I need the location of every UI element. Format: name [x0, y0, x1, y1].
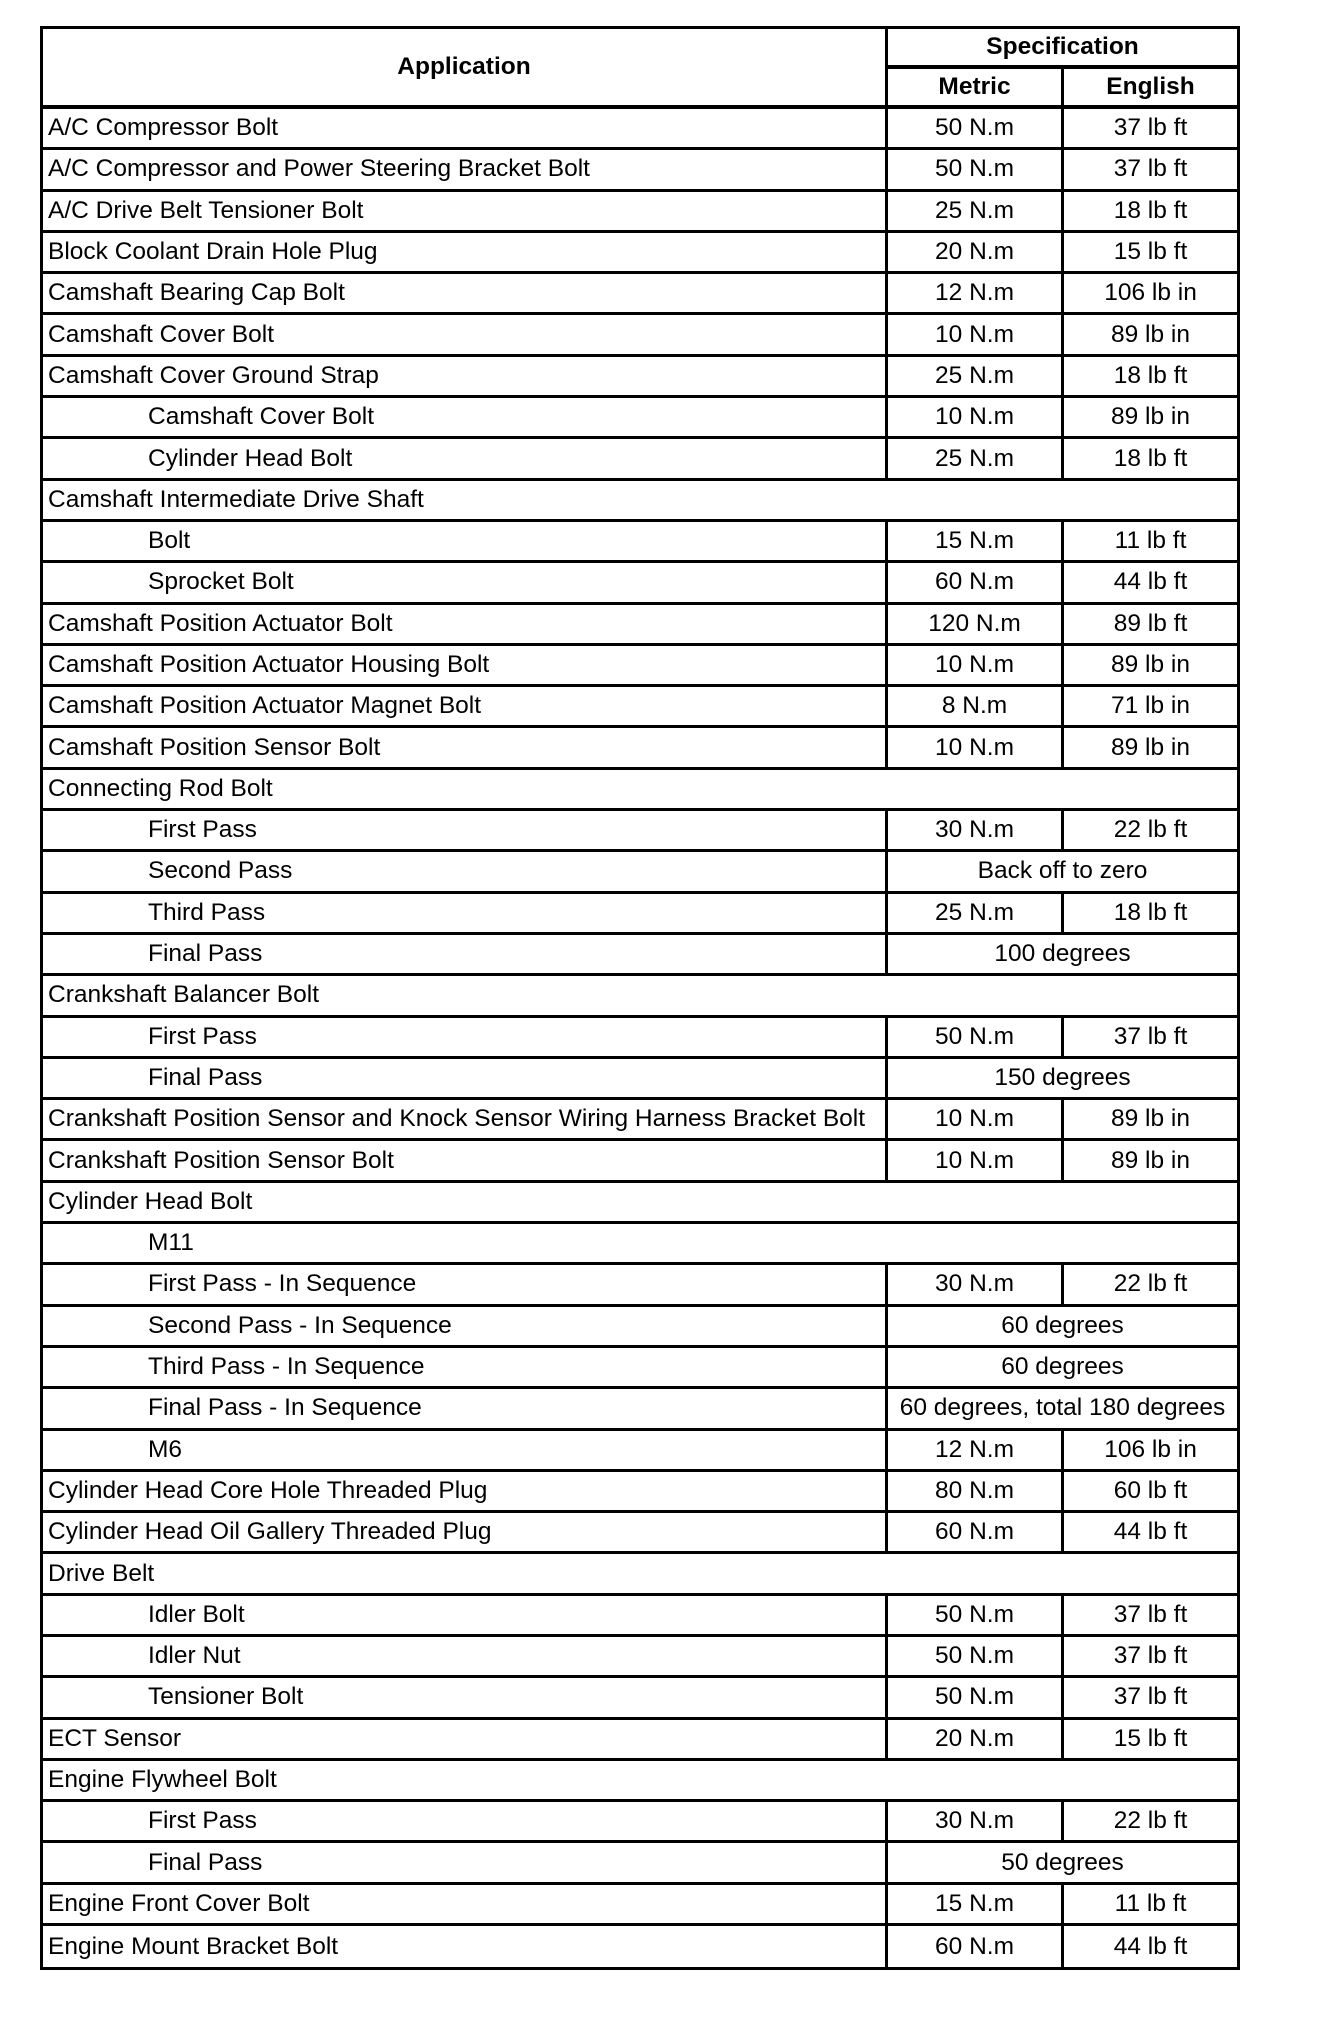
- english-cell: 15 lb ft: [1064, 233, 1237, 274]
- english-cell: 37 lb ft: [1064, 1637, 1237, 1678]
- application-cell: Engine Front Cover Bolt: [43, 1885, 888, 1926]
- table-row: [43, 1018, 1237, 1059]
- table-row: [43, 1802, 1237, 1843]
- english-cell: 89 lb ft: [1064, 605, 1237, 646]
- table-row: [43, 150, 1237, 191]
- application-cell: Connecting Rod Bolt: [43, 770, 1237, 811]
- application-cell: First Pass: [43, 811, 888, 852]
- application-cell: Final Pass: [43, 935, 888, 976]
- application-cell: M6: [43, 1431, 888, 1472]
- table-row: [43, 1637, 1237, 1678]
- english-cell: 22 lb ft: [1064, 811, 1237, 852]
- english-cell: 89 lb in: [1064, 728, 1237, 769]
- table-row: [43, 357, 1237, 398]
- table-row: [43, 770, 1237, 811]
- english-cell: 18 lb ft: [1064, 357, 1237, 398]
- english-cell: 18 lb ft: [1064, 894, 1237, 935]
- english-cell: 37 lb ft: [1064, 109, 1237, 150]
- specification-header: Specification: [888, 29, 1237, 69]
- table-row: [43, 1843, 1237, 1884]
- table-row: [43, 1431, 1237, 1472]
- table-row: [43, 1554, 1237, 1595]
- table-row: [43, 935, 1237, 976]
- table-row: [43, 1183, 1237, 1224]
- metric-cell: 20 N.m: [888, 233, 1064, 274]
- table-row: [43, 976, 1237, 1017]
- metric-cell: 50 N.m: [888, 1596, 1064, 1637]
- table-body: [43, 109, 1237, 1967]
- english-cell: 44 lb ft: [1113, 1932, 1188, 1960]
- english-cell: 106 lb in: [1064, 274, 1237, 315]
- metric-cell: 50 N.m: [888, 109, 1064, 150]
- english-cell: 89 lb in: [1064, 646, 1237, 687]
- application-cell: First Pass - In Sequence: [43, 1265, 888, 1306]
- application-cell: Cylinder Head Oil Gallery Threaded Plug: [43, 1513, 888, 1554]
- table-row: [43, 605, 1237, 646]
- metric-cell: 25 N.m: [888, 192, 1064, 233]
- application-cell: Tensioner Bolt: [43, 1678, 888, 1719]
- metric-cell: 25 N.m: [888, 357, 1064, 398]
- application-header: Application: [43, 29, 888, 109]
- english-cell: 89 lb in: [1064, 1141, 1237, 1182]
- application-cell: Second Pass: [43, 852, 888, 893]
- application-cell: A/C Drive Belt Tensioner Bolt: [43, 192, 888, 233]
- metric-cell: 120 N.m: [888, 605, 1064, 646]
- metric-cell: 10 N.m: [888, 1141, 1064, 1182]
- application-cell: Third Pass - In Sequence: [43, 1348, 888, 1389]
- application-cell: First Pass: [43, 1018, 888, 1059]
- table-row: [43, 315, 1237, 356]
- english-cell: 11 lb ft: [1064, 522, 1237, 563]
- application-cell: Final Pass: [43, 1059, 888, 1100]
- application-cell: Sprocket Bolt: [43, 563, 888, 604]
- english-cell: 37 lb ft: [1064, 150, 1237, 191]
- application-cell: Crankshaft Position Sensor Bolt: [43, 1141, 888, 1182]
- metric-cell: 20 N.m: [888, 1720, 1064, 1761]
- application-cell: Final Pass - In Sequence: [43, 1389, 888, 1430]
- table-row: [43, 1720, 1237, 1761]
- application-cell: Drive Belt: [43, 1554, 1237, 1595]
- metric-cell: 10 N.m: [888, 1100, 1064, 1141]
- application-cell: Camshaft Cover Ground Strap: [43, 357, 888, 398]
- table-row: [43, 1265, 1237, 1306]
- metric-cell: 12 N.m: [888, 274, 1064, 315]
- english-cell: 89 lb in: [1064, 1100, 1237, 1141]
- table-row: [43, 439, 1237, 480]
- table-row: [43, 1307, 1237, 1348]
- specification-cell: 60 degrees: [888, 1348, 1237, 1389]
- application-cell: Engine Flywheel Bolt: [43, 1761, 1237, 1802]
- metric-cell: 8 N.m: [888, 687, 1064, 728]
- application-cell: Camshaft Position Actuator Magnet Bolt: [43, 687, 888, 728]
- english-cell: 18 lb ft: [1064, 439, 1237, 480]
- application-cell: Camshaft Cover Bolt: [43, 315, 888, 356]
- table-row: [43, 274, 1237, 315]
- table-row: [43, 1224, 1237, 1265]
- table-row: [43, 1100, 1237, 1141]
- english-cell: 18 lb ft: [1064, 192, 1237, 233]
- metric-cell: 12 N.m: [888, 1431, 1064, 1472]
- table-row: [43, 1513, 1237, 1554]
- table-row: [43, 192, 1237, 233]
- metric-cell: 10 N.m: [888, 315, 1064, 356]
- english-cell: 37 lb ft: [1064, 1678, 1237, 1719]
- english-cell: 44 lb ft: [1064, 1513, 1237, 1554]
- application-cell: A/C Compressor Bolt: [43, 109, 888, 150]
- metric-cell: 15 N.m: [888, 522, 1064, 563]
- specification-cell: 150 degrees: [888, 1059, 1237, 1100]
- english-cell: 89 lb in: [1064, 315, 1237, 356]
- table-row: [43, 1389, 1237, 1430]
- english-cell: 37 lb ft: [1064, 1018, 1237, 1059]
- application-cell: Camshaft Intermediate Drive Shaft: [43, 481, 1237, 522]
- application-cell: Third Pass: [43, 894, 888, 935]
- application-cell: Second Pass - In Sequence: [43, 1307, 888, 1348]
- table-row: [43, 233, 1237, 274]
- application-cell: Idler Nut: [43, 1637, 888, 1678]
- application-cell: Camshaft Cover Bolt: [43, 398, 888, 439]
- application-cell: ECT Sensor: [43, 1720, 888, 1761]
- table-row: [43, 1059, 1237, 1100]
- specification-cell: 60 degrees, total 180 degrees: [888, 1389, 1237, 1430]
- metric-cell: 10 N.m: [888, 398, 1064, 439]
- application-cell: Cylinder Head Core Hole Threaded Plug: [43, 1472, 888, 1513]
- torque-spec-table: [40, 26, 1240, 1970]
- metric-cell: 60 N.m: [888, 563, 1064, 604]
- application-cell: Engine Mount Bracket Bolt: [43, 1926, 888, 1967]
- table-row: [43, 1678, 1237, 1719]
- header-row-top: [43, 29, 1237, 69]
- english-cell: 22 lb ft: [1064, 1265, 1237, 1306]
- specification-cell: 100 degrees: [888, 935, 1237, 976]
- table-row: [43, 728, 1237, 769]
- specification-cell: 60 degrees: [888, 1307, 1237, 1348]
- table-row: [43, 109, 1237, 150]
- table-row: [43, 1596, 1237, 1637]
- metric-cell: 50 N.m: [888, 150, 1064, 191]
- metric-cell: 25 N.m: [888, 894, 1064, 935]
- table-row: [43, 1472, 1237, 1513]
- table-row: [43, 894, 1237, 935]
- english-cell: 22 lb ft: [1064, 1802, 1237, 1843]
- english-cell: 37 lb ft: [1064, 1596, 1237, 1637]
- application-cell: M11: [43, 1224, 1237, 1265]
- english-cell: 89 lb in: [1064, 398, 1237, 439]
- table-row: [43, 811, 1237, 852]
- metric-cell: 50 N.m: [888, 1637, 1064, 1678]
- metric-cell: 30 N.m: [888, 1265, 1064, 1306]
- table-row: [43, 646, 1237, 687]
- application-cell: Camshaft Position Actuator Housing Bolt: [43, 646, 888, 687]
- application-cell: First Pass: [43, 1802, 888, 1843]
- application-cell: Final Pass: [43, 1843, 888, 1884]
- table-row: [43, 1885, 1237, 1926]
- table-row: [43, 687, 1237, 728]
- table-row: [43, 852, 1237, 893]
- metric-cell: 25 N.m: [888, 439, 1064, 480]
- metric-cell: 50 N.m: [888, 1678, 1064, 1719]
- table-row: [43, 1926, 1237, 1967]
- table-row: [43, 1761, 1237, 1802]
- application-cell: Bolt: [43, 522, 888, 563]
- table-row: [43, 522, 1237, 563]
- metric-cell: 30 N.m: [888, 1802, 1064, 1843]
- english-cell: 44 lb ft: [1064, 563, 1237, 604]
- metric-cell: 15 N.m: [888, 1885, 1064, 1926]
- metric-cell: 80 N.m: [888, 1472, 1064, 1513]
- metric-cell: 30 N.m: [888, 811, 1064, 852]
- specification-cell: Back off to zero: [888, 852, 1237, 893]
- english-cell: 15 lb ft: [1064, 1720, 1237, 1761]
- metric-cell: 50 N.m: [888, 1018, 1064, 1059]
- table-row: [43, 481, 1237, 522]
- application-cell: Camshaft Position Actuator Bolt: [43, 605, 888, 646]
- application-cell: Block Coolant Drain Hole Plug: [43, 233, 888, 274]
- application-cell: Crankshaft Balancer Bolt: [43, 976, 1237, 1017]
- application-cell: Camshaft Position Sensor Bolt: [43, 728, 888, 769]
- table-header: [43, 29, 1237, 109]
- table-row: [43, 563, 1237, 604]
- english-cell: 60 lb ft: [1064, 1472, 1237, 1513]
- english-header: English: [1064, 69, 1237, 109]
- specification-cell: 50 degrees: [888, 1843, 1237, 1884]
- metric-cell: 10 N.m: [888, 646, 1064, 687]
- table-row: [43, 1141, 1237, 1182]
- application-cell: Cylinder Head Bolt: [43, 439, 888, 480]
- metric-cell: 10 N.m: [888, 728, 1064, 769]
- metric-cell: 60 N.m: [888, 1926, 1064, 1967]
- application-cell: Camshaft Bearing Cap Bolt: [43, 274, 888, 315]
- application-cell: Idler Bolt: [43, 1596, 888, 1637]
- application-cell: Crankshaft Position Sensor and Knock Sensor Wiring Harness Bracket Bolt: [43, 1100, 888, 1141]
- table-row: [43, 398, 1237, 439]
- english-cell: 106 lb in: [1064, 1431, 1237, 1472]
- metric-header: Metric: [888, 69, 1064, 109]
- english-cell: 71 lb in: [1064, 687, 1237, 728]
- english-cell: 11 lb ft: [1064, 1885, 1237, 1926]
- application-cell: A/C Compressor and Power Steering Bracket Bolt: [43, 150, 888, 191]
- table-row: [43, 1348, 1237, 1389]
- metric-cell: 60 N.m: [888, 1513, 1064, 1554]
- application-cell: Cylinder Head Bolt: [43, 1183, 1237, 1224]
